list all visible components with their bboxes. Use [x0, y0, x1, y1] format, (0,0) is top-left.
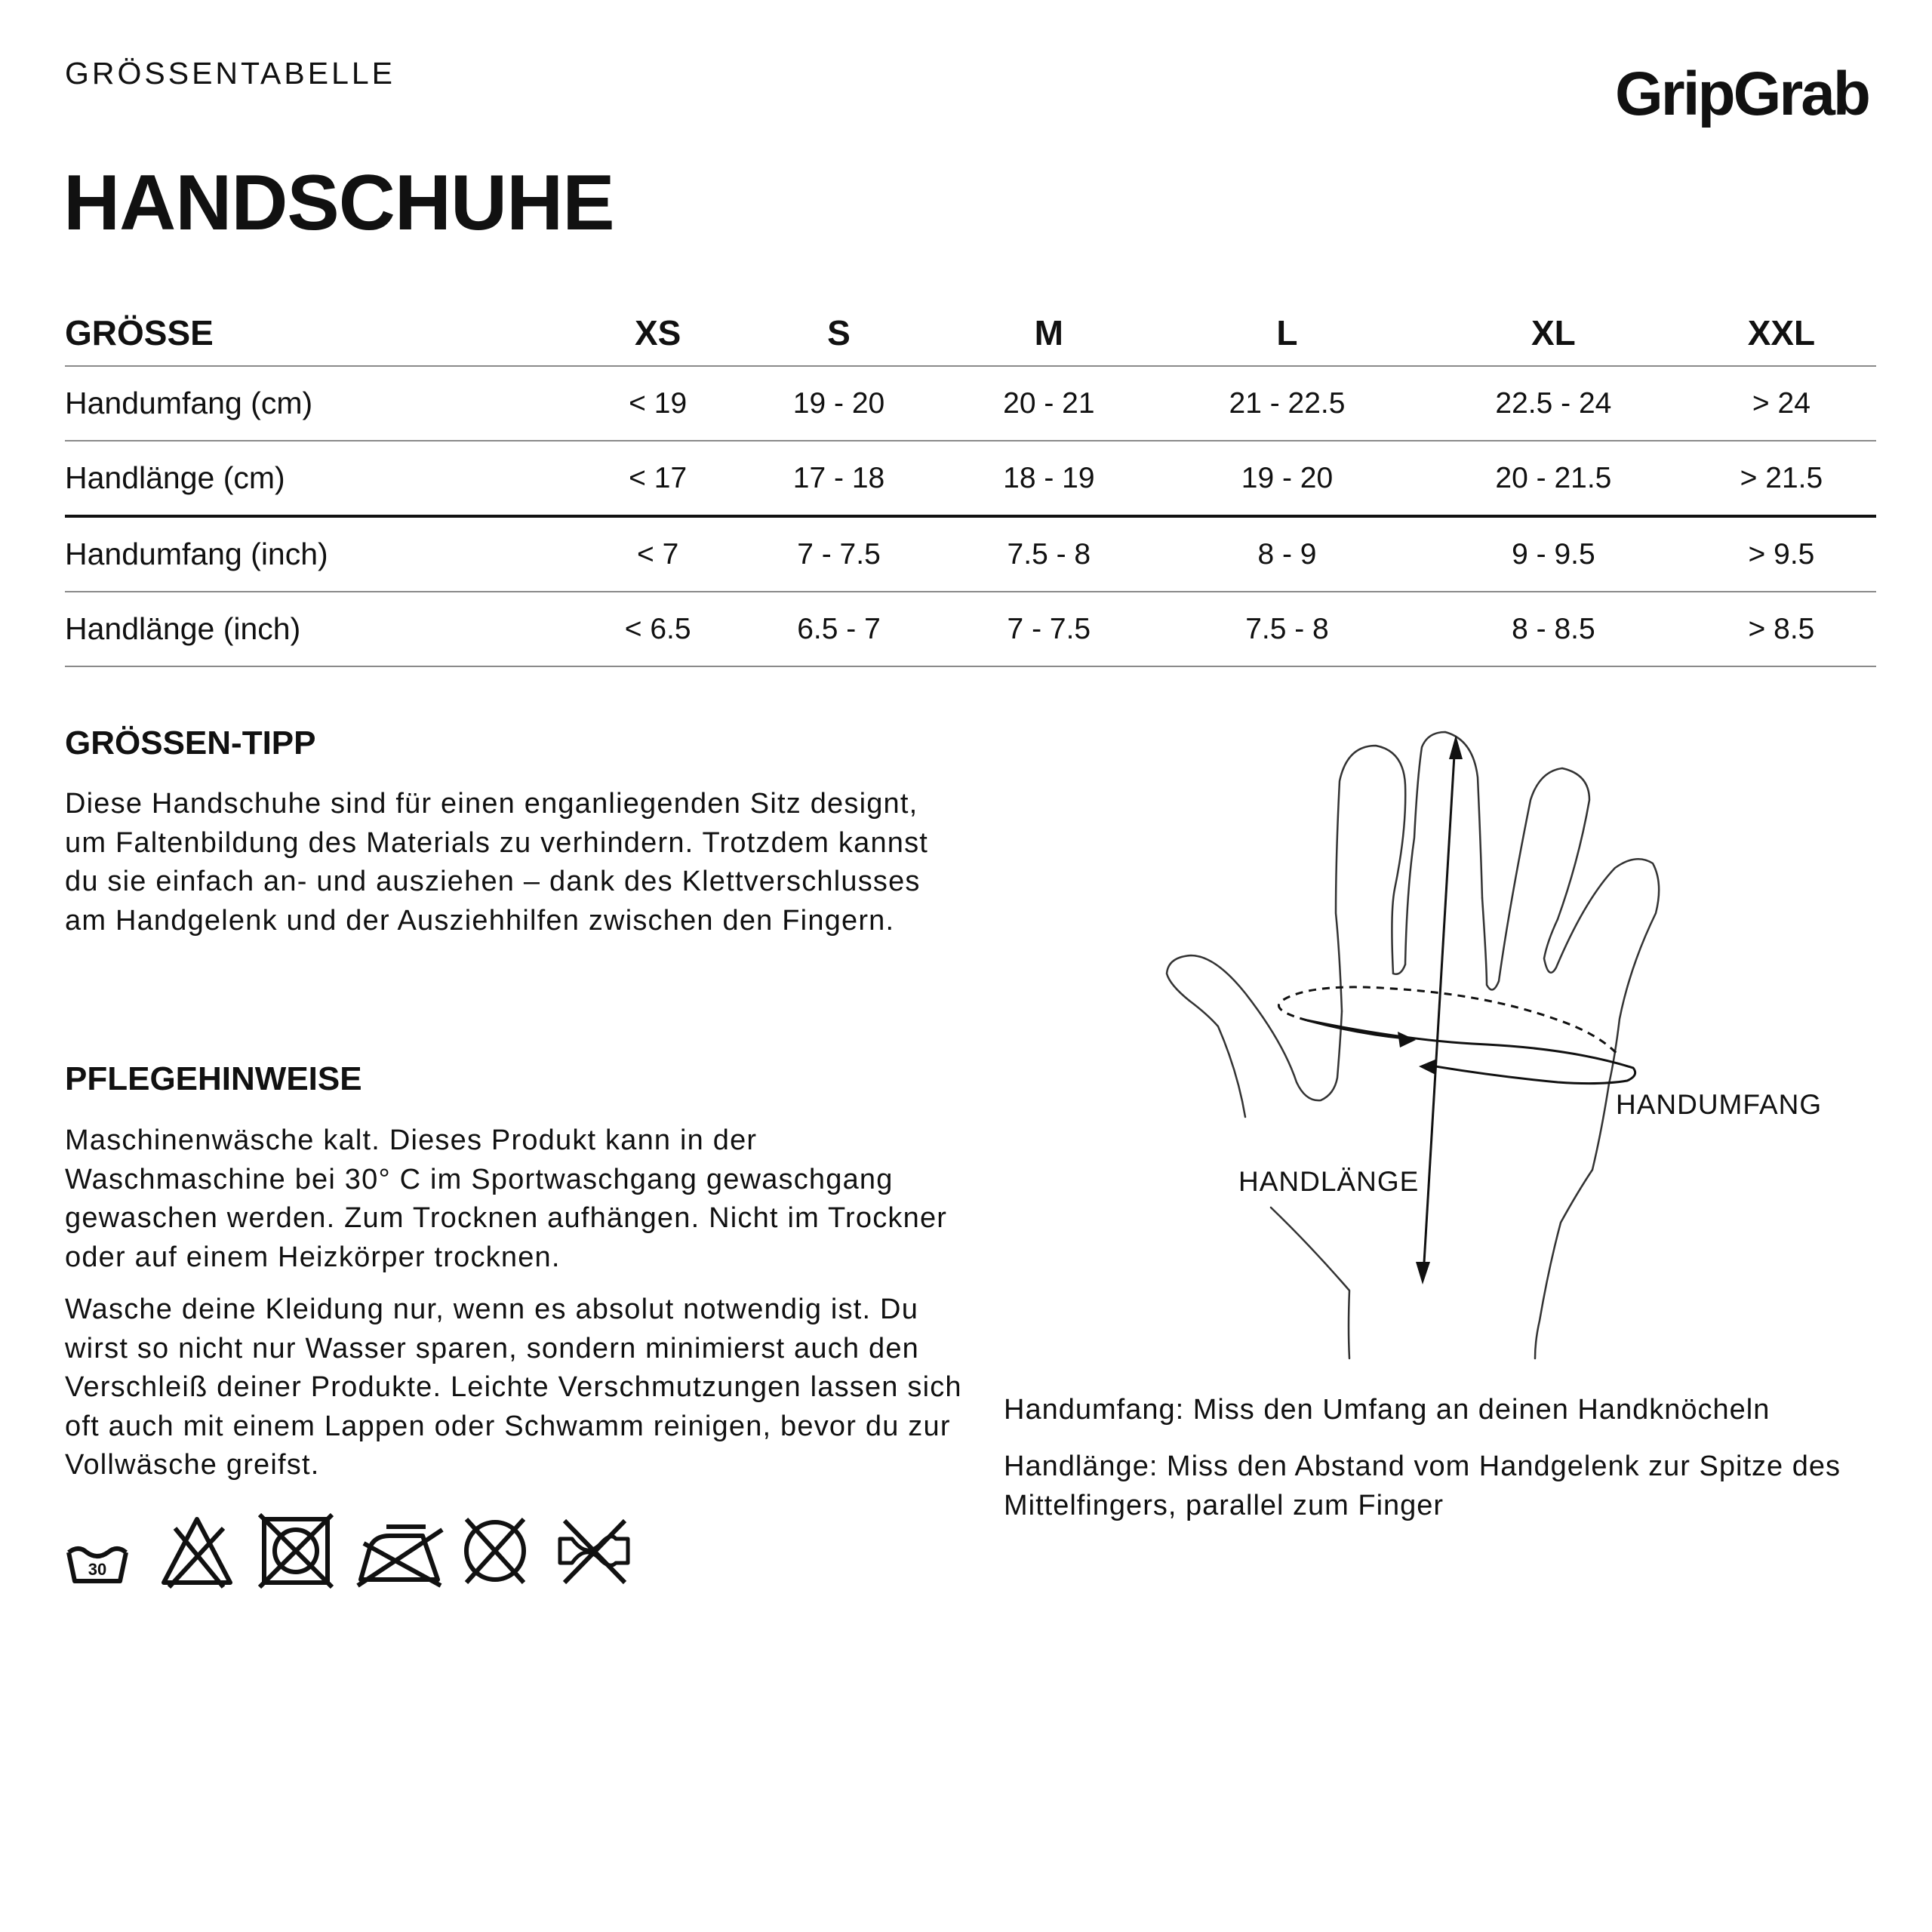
- page-title: HANDSCHUHE: [63, 159, 614, 247]
- table-header-row: [65, 300, 1876, 366]
- table-cell: 9 - 9.5: [1420, 516, 1687, 592]
- table-cell: > 24: [1687, 366, 1876, 441]
- size-header-xxl: XXL: [1747, 313, 1816, 352]
- table-row: [65, 366, 1876, 441]
- no-wring-icon: [554, 1513, 634, 1589]
- length-line: [1423, 743, 1455, 1275]
- table-cell: 8 - 8.5: [1420, 592, 1687, 666]
- row-label: Handlänge (inch): [65, 592, 582, 666]
- hand-diagram: [1132, 724, 1660, 1389]
- eyebrow-title: GRÖSSENTABELLE: [65, 56, 396, 91]
- table-cell: > 9.5: [1687, 516, 1876, 592]
- arrow-head-icon: [1398, 1032, 1416, 1048]
- no-dry-clean-icon: [460, 1513, 530, 1589]
- label-length: HANDLÄNGE: [1238, 1166, 1420, 1197]
- size-header-l: L: [1276, 313, 1298, 352]
- care-text-advice: Wasche deine Kleidung nur, wenn es absolut notwendig ist. Du wirst so nicht nur Wasser sparen, sondern minimierst auch den Verschleiß deiner Produkte. Leichte Verschmutzungen lassen sich oft auch mit einem Lappen oder Schwamm reinigen, bevor du zur Vollwäsche greifst.: [65, 1294, 962, 1481]
- table-row: [65, 441, 1876, 516]
- wash-30-icon: [65, 1513, 130, 1589]
- table-cell: 19 - 20: [734, 366, 943, 441]
- no-tumble-dry-icon: [258, 1513, 334, 1589]
- label-circumference: HANDUMFANG: [1616, 1089, 1823, 1120]
- table-cell: 18 - 19: [944, 441, 1154, 516]
- size-header-xl: XL: [1531, 313, 1576, 352]
- table-cell: 8 - 9: [1154, 516, 1420, 592]
- table-cell: 21 - 22.5: [1154, 366, 1420, 441]
- table-row: [65, 592, 1876, 666]
- size-header-xs: XS: [634, 313, 681, 352]
- care-heading: PFLEGEHINWEISE: [65, 1060, 362, 1097]
- table-cell: < 6.5: [582, 592, 734, 666]
- table-cell: 22.5 - 24: [1420, 366, 1687, 441]
- table-cell: 19 - 20: [1154, 441, 1420, 516]
- no-bleach-icon: [160, 1513, 234, 1589]
- row-label: Handumfang (inch): [65, 516, 582, 592]
- size-table: [65, 300, 1876, 667]
- table-cell: < 17: [582, 441, 734, 516]
- size-header-s: S: [827, 313, 851, 352]
- table-cell: 6.5 - 7: [734, 592, 943, 666]
- size-header-m: M: [1034, 313, 1063, 352]
- table-cell: 20 - 21: [944, 366, 1154, 441]
- table-cell: 17 - 18: [734, 441, 943, 516]
- table-cell: > 8.5: [1687, 592, 1876, 666]
- table-cell: 7 - 7.5: [734, 516, 943, 592]
- arrow-down-icon: [1416, 1262, 1430, 1284]
- table-cell: < 7: [582, 516, 734, 592]
- table-row: [65, 516, 1876, 592]
- care-text-wash: Maschinenwäsche kalt. Dieses Produkt kann in der Waschmaschine bei 30° C im Sportwaschgang gewaschgang gewaschen werden. Zum Trocknen aufhängen. Nicht im Trockner oder auf einem Heizkörper trocknen.: [65, 1124, 948, 1273]
- table-cell: 7.5 - 8: [1154, 592, 1420, 666]
- table-cell: 7.5 - 8: [944, 516, 1154, 592]
- brand-logo: GripGrab: [1615, 60, 1869, 128]
- circumference-line: [1307, 1020, 1635, 1084]
- size-tip-heading: GRÖSSEN-TIPP: [65, 724, 316, 761]
- no-iron-icon: [356, 1513, 445, 1589]
- arrow-head-icon: [1419, 1059, 1437, 1075]
- row-label: Handumfang (cm): [65, 366, 582, 441]
- table-cell: > 21.5: [1687, 441, 1876, 516]
- row-label: Handlänge (cm): [65, 441, 582, 516]
- size-tip-text: Diese Handschuhe sind für einen enganliegenden Sitz designt, um Faltenbildung des Materials zu verhindern. Trotzdem kannst du sie einfach an- und ausziehen – dank des Klettverschlusses am Handgelenk und der Ausziehhilfen zwischen den Fingern.: [65, 788, 929, 937]
- wash-temp-label: 30: [88, 1560, 107, 1579]
- note-circumference: Handumfang: Miss den Umfang an deinen Handknöcheln: [1004, 1394, 1770, 1426]
- note-length: Handlänge: Miss den Abstand vom Handgelenk zur Spitze des Mittelfingers, parallel zum Finger: [1004, 1451, 1841, 1521]
- table-cell: 20 - 21.5: [1420, 441, 1687, 516]
- size-header-label: GRÖSSE: [65, 313, 214, 352]
- hand-outline: [1167, 732, 1659, 1358]
- table-cell: 7 - 7.5: [944, 592, 1154, 666]
- table-cell: < 19: [582, 366, 734, 441]
- circumference-back-line: [1278, 987, 1620, 1057]
